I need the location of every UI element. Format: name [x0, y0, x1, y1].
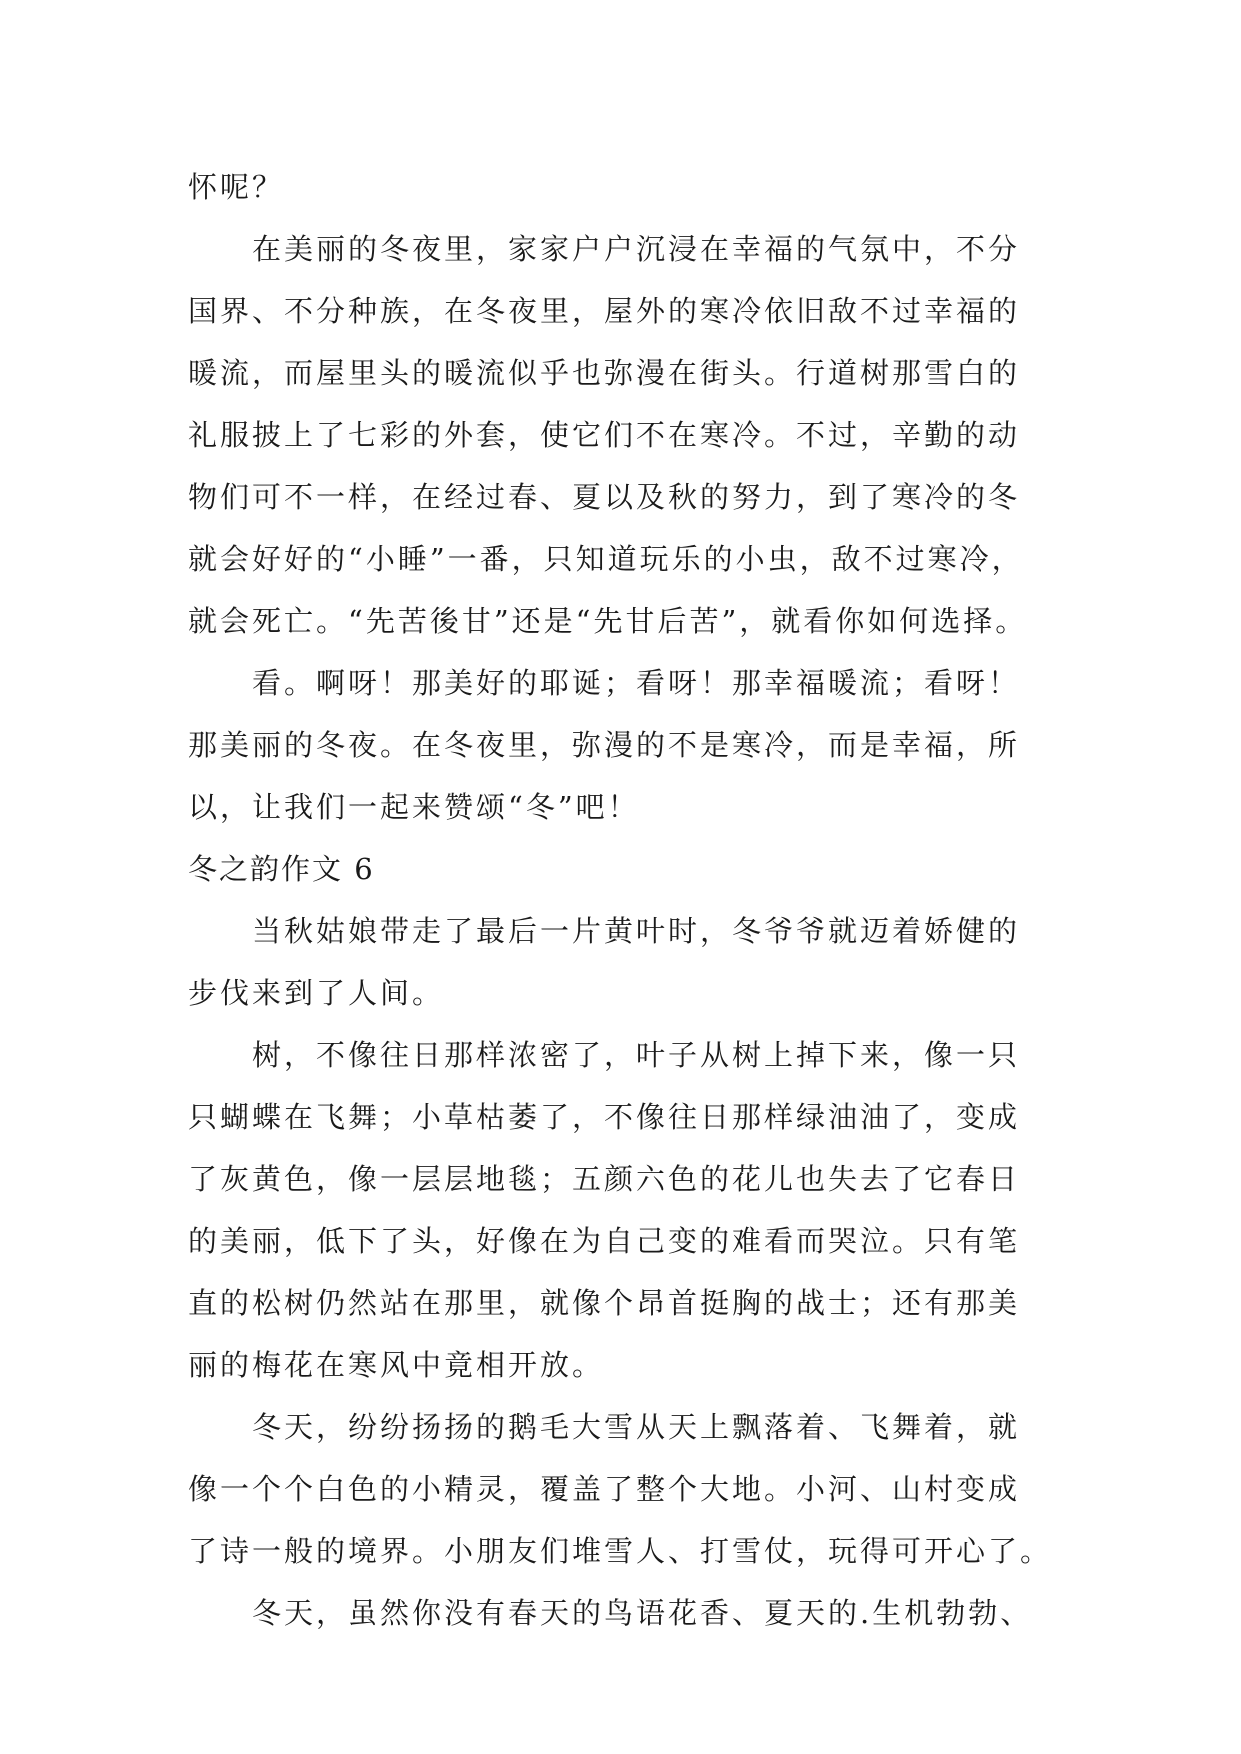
section-heading: 冬之韵作文 6	[188, 852, 375, 886]
text-line: 步伐来到了人间。	[188, 976, 445, 1010]
text-line: 冬天，纷纷扬扬的鹅毛大雪从天上飘落着、飞舞着，就	[252, 1410, 1021, 1444]
text-line: 就会好好的“小睡”一番，只知道玩乐的小虫，敌不过寒冷，	[188, 542, 1024, 576]
text-line: 就会死亡。“先苦後甘”还是“先甘后苦”，就看你如何选择。	[188, 604, 1028, 638]
text-line: 直的松树仍然站在那里，就像个昂首挺胸的战士；还有那美	[188, 1286, 1021, 1320]
text-line: 的美丽，低下了头，好像在为自己变的难看而哭泣。只有笔	[188, 1224, 1021, 1258]
text-line: 只蝴蝶在飞舞；小草枯萎了，不像往日那样绿油油了，变成	[188, 1100, 1021, 1134]
text-line: 树，不像往日那样浓密了，叶子从树上掉下来，像一只	[252, 1038, 1021, 1072]
text-line: 当秋姑娘带走了最后一片黄叶时，冬爷爷就迈着娇健的	[252, 914, 1021, 948]
text-line: 了灰黄色，像一层层地毯；五颜六色的花儿也失去了它春日	[188, 1162, 1021, 1196]
text-line: 怀呢？	[188, 170, 285, 204]
text-line: 冬天，虽然你没有春天的鸟语花香、夏天的.生机勃勃、	[252, 1596, 1033, 1630]
text-line: 物们可不一样，在经过春、夏以及秋的努力，到了寒冷的冬	[188, 480, 1021, 514]
text-line: 礼服披上了七彩的外套，使它们不在寒冷。不过，辛勤的动	[188, 418, 1021, 452]
text-line: 像一个个白色的小精灵，覆盖了整个大地。小河、山村变成	[188, 1472, 1021, 1506]
text-line: 了诗一般的境界。小朋友们堆雪人、打雪仗，玩得可开心了。	[188, 1534, 1053, 1568]
text-line: 在美丽的冬夜里，家家户户沉浸在幸福的气氛中，不分	[252, 232, 1021, 266]
text-line: 看。啊呀！那美好的耶诞；看呀！那幸福暖流；看呀！	[252, 666, 1021, 700]
text-line: 以，让我们一起来赞颂“冬”吧！	[188, 790, 640, 824]
text-line: 那美丽的冬夜。在冬夜里，弥漫的不是寒冷，而是幸福，所	[188, 728, 1021, 762]
document-body	[188, 156, 1058, 1644]
text-line: 丽的梅花在寒风中竟相开放。	[188, 1348, 605, 1382]
text-line: 国界、不分种族，在冬夜里，屋外的寒冷依旧敌不过幸福的	[188, 294, 1021, 328]
text-line: 暖流，而屋里头的暖流似乎也弥漫在街头。行道树那雪白的	[188, 356, 1021, 390]
